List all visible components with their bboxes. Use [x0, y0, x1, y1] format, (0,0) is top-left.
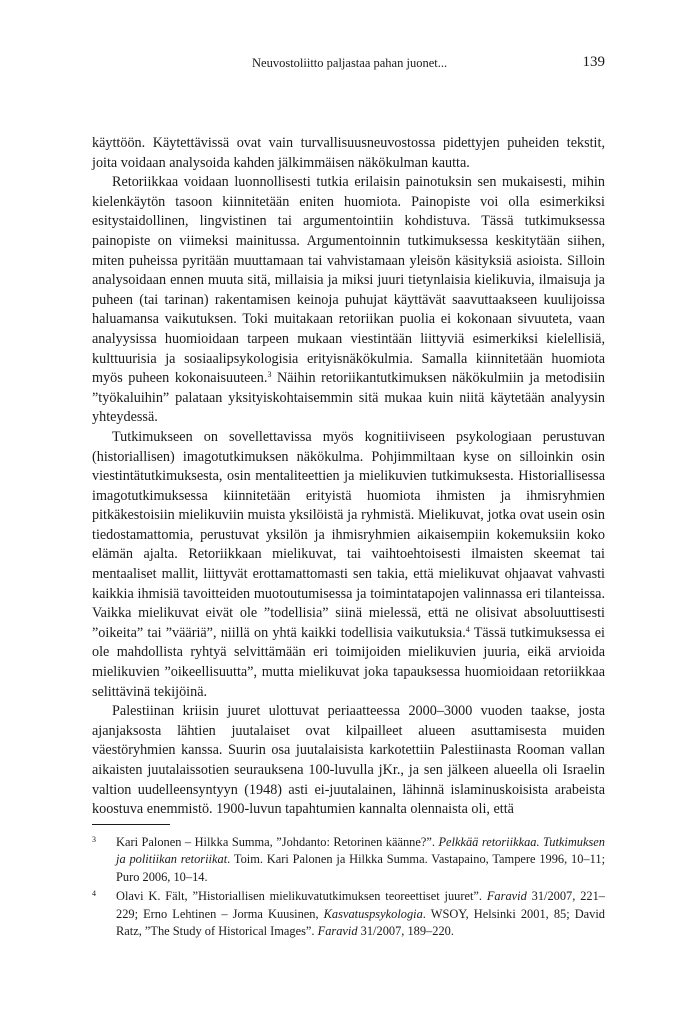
footnote-title: Pelkkää retoriikkaa. Tutkimuksen ja politiikan retoriikat [116, 835, 605, 867]
footnote-divider [92, 824, 170, 825]
footnote-text: . Toim. Kari Palonen ja Hilkka Summa. Vastapaino, Tampere 1996, 10–11; Puro 2006, 10–14. [116, 852, 606, 884]
body-text [92, 134, 605, 820]
footnote-3 [92, 834, 605, 886]
page-header [92, 54, 605, 74]
footnote-number: 3 [92, 835, 96, 844]
footnote-ref-3[interactable]: 3 [267, 370, 272, 380]
paragraph-3 [92, 428, 605, 702]
footnote-text: Kari Palonen – Hilkka Summa, ”Johdanto: Retorinen käänne?”. [116, 835, 439, 849]
footnote-title: Faravid [486, 889, 527, 904]
paragraph-3-text-a: Tutkimukseen on sovellettavissa myös kognitiiviseen psykologiaan perustuvan (historiallisen) imagotutkimuksen näkökulma. Pohjimmiltaan kyse on silloinkin osin viestintätutkimuksesta, osin mentaliteettien ja mielikuvien tutkimuksesta. Historiallisessa imagotutkimuksessa kiinnitetään erityistä huomiota ihmisten ja ihmisryhmien pitkäkestoisiin mielikuviin muista yksilöistä ja ryhmistä. Mielikuvat, jotka ovat usein osin tiedostamattomia, perustuvat yksilön ja ihmisryhmien aikaisempiin kokemuksiin koko elämän ajalta. Retoriikkaan mielikuvat, tai vaihtoehtoisesti ilmaisten skeemat tai mentaaliset mallit, liittyvät erottamattomasti sen takia, että mielikuvat ohjaavat vahvasti kaikkia ihmisiä tavoitteiden muotoutumisessa ja toimintatapojen valinnassa eri tilanteissa. Vaikka mielikuvat eivät ole ”todellisia” siinä mielessä, että ne olisivat absoluuttisesti ”oikeita” tai ”vääriä”, niillä on yhtä kaikki todellisia vaikutuksia. [92, 428, 605, 641]
paragraph-1 [92, 134, 605, 173]
footnote-ref-4[interactable]: 4 [465, 624, 470, 634]
footnote-title: Faravid [317, 924, 358, 939]
footnotes [92, 834, 605, 942]
running-head: Neuvostoliitto paljastaa pahan juonet... [252, 56, 448, 70]
paragraph-4 [92, 702, 605, 820]
footnote-4 [92, 888, 605, 940]
paragraph-1-text: käyttöön. Käytettävissä ovat vain turvallisuusneuvostossa pidettyjen puheiden tekstit, joita voidaan analysoida kahden jälkimmäisen näkökulman kautta. [92, 135, 605, 171]
paragraph-4-text: Palestiinan kriisin juuret ulottuvat periaatteessa 2000–3000 vuoden taakse, josta ajanjaksosta lähtien juutalaiset ovat kilpailleet alueen asuttamisesta muiden väestöryhmien kanssa. Suurin osa juutalaisista karkotettiin Palestiinasta Rooman vallan aikaisten juutalaissotien seurauksena 100-luvulla jKr., ja sen jälkeen alueella oli Israelin valtion uudelleensyntyyn (1948) asti ei-juutalainen, lähinnä islaminuskoisista arabeista koostuva enemmistö. 1900-luvun tapahtumien kannalta olennaista oli, että [92, 703, 605, 818]
footnote-text: 31/2007, 189–220. [357, 924, 454, 939]
footnote-text: 31/2007, 221–229; Erno Lehtinen – Jorma Kuusinen, [116, 889, 605, 921]
paragraph-3-text-b: Tässä tutkimuksessa ei ole mahdollista ryhtyä selvittämään eri toimijoiden mielikuvien juuria, eikä arvioida mielikuvien ”oikeellisuutta”, mutta mielikuvat joka tapauksessa huomioidaan retoriikkaa selittävinä tekijöinä. [92, 624, 605, 700]
paragraph-2-text-a: Retoriikkaa voidaan luonnollisesti tutkia erilaisin painotuksin sen mukaisesti, mihin kielenkäytön tasoon kiinnitetään eniten huomiota. Painopiste voi olla esimerkiksi esitystaidollinen, lingvistinen tai argumentointiin kohdistuva. Tässä tutkimuksessa painopiste on viimeksi mainitussa. Argumentoinnin tutkimuksessa keskitytään siihen, miten puheissa pyritään muuttamaan tai vahvistamaan yleisön käsityksiä asioista. Silloin analysoidaan ennen muuta sitä, millaisia ja miksi juuri tietynlaisia kielikuvia, ilmaisuja ja puheen (tai tarinan) rakentamisen keinoja puhujat käyttävät saavuttaakseen kuulijoissa haluamansa vaikutuksen. Toki muitakaan retoriikan puolia ei kokonaan sivuuteta, vaan analyysissa huomioidaan tarpeen mukaan viestintään liittyviä esimerkiksi kielellisiä, kulttuurisia ja sosiaalipsykologisia erityisnäkökulmia. Samalla kiinnitetään huomiota myös puheen kokonaisuuteen. [92, 174, 605, 387]
footnote-title: Kasvatuspsykologia [323, 906, 423, 921]
footnote-text: Olavi K. Fält, ”Historiallisen mielikuvatutkimuksen teoreettiset juuret”. [116, 889, 487, 904]
footnote-text: . WSOY, Helsinki 2001, 85; David Ratz, ”The Study of Historical Images”. [116, 906, 606, 939]
footnote-number: 4 [92, 889, 96, 899]
page-number: 139 [582, 54, 605, 70]
paragraph-2-text-b: Näihin retoriikantutkimuksen näkökulmiin ja metodisiin ”työkaluihin” palataan yksityiskohtaisemmin sitä mukaa kuin niitä käytetään analyysin yhteydessä. [92, 370, 606, 426]
paragraph-2 [92, 173, 605, 428]
